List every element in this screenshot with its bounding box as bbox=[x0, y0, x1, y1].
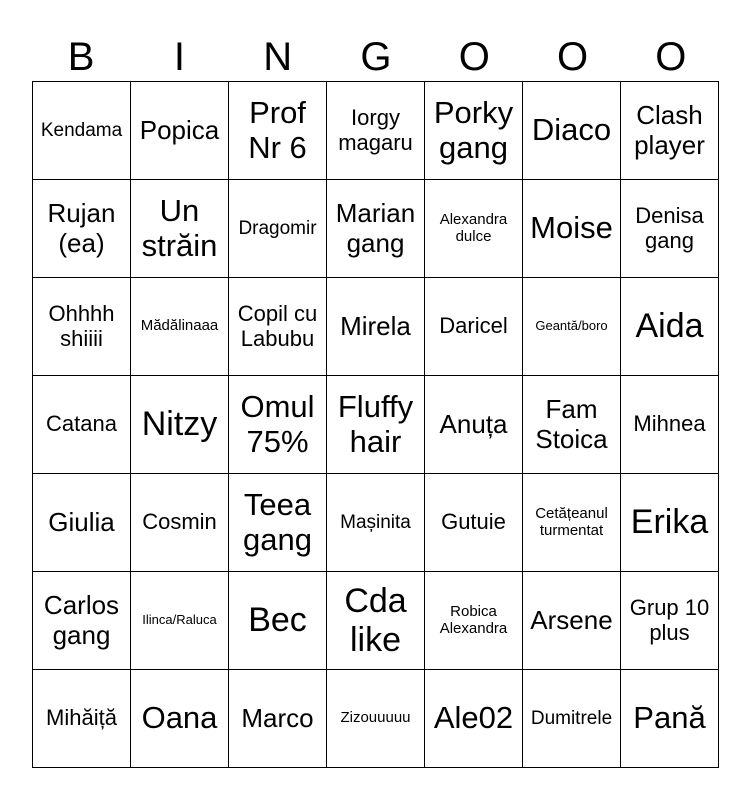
cell-text: Dumitrele bbox=[530, 707, 613, 729]
cell-text: Fluffy hair bbox=[337, 388, 414, 459]
bingo-cell[interactable] bbox=[229, 180, 327, 278]
cell-text: Oana bbox=[141, 700, 218, 736]
cell-text: Anuța bbox=[439, 408, 508, 439]
cell-text: Marco bbox=[241, 702, 314, 733]
cell-text: Pană bbox=[633, 700, 706, 736]
bingo-cell[interactable] bbox=[131, 180, 229, 278]
cell-text: Denisa gang bbox=[635, 202, 704, 253]
bingo-cell[interactable] bbox=[425, 572, 523, 670]
cell-text: Popica bbox=[139, 114, 220, 145]
cell-text: Arsene bbox=[530, 604, 613, 635]
cell-text: Un străin bbox=[141, 192, 218, 263]
cell-text: Diaco bbox=[531, 112, 612, 148]
bingo-cell[interactable] bbox=[425, 278, 523, 376]
header-letter: I bbox=[173, 35, 185, 79]
cell-text: Ohhhh shiiii bbox=[48, 300, 115, 351]
bingo-cell[interactable] bbox=[131, 82, 229, 180]
cell-text: Alexandra dulce bbox=[439, 210, 508, 245]
cell-text: Carlos gang bbox=[43, 590, 120, 650]
bingo-cell[interactable] bbox=[327, 82, 425, 180]
bingo-cell[interactable] bbox=[621, 474, 719, 572]
cell-text: Dragomir bbox=[238, 217, 317, 239]
bingo-cell[interactable] bbox=[131, 278, 229, 376]
bingo-cell[interactable] bbox=[621, 376, 719, 474]
cell-text: Omul 75% bbox=[240, 388, 315, 459]
bingo-cell[interactable] bbox=[131, 376, 229, 474]
bingo-cell[interactable] bbox=[229, 474, 327, 572]
bingo-cell[interactable] bbox=[33, 82, 131, 180]
cell-text: Giulia bbox=[48, 506, 115, 537]
cell-text: Iorgy magaru bbox=[338, 104, 413, 155]
bingo-cell[interactable] bbox=[621, 82, 719, 180]
cell-text: Robica Alexandra bbox=[439, 602, 508, 637]
cell-text: Cetățeanul turmentat bbox=[535, 504, 608, 539]
bingo-cell[interactable] bbox=[621, 670, 719, 768]
bingo-cell[interactable] bbox=[229, 278, 327, 376]
cell-text: Bec bbox=[248, 601, 307, 640]
cell-text: Cosmin bbox=[142, 509, 217, 535]
bingo-cell[interactable] bbox=[523, 376, 621, 474]
cell-text: Copil cu Labubu bbox=[237, 300, 318, 351]
header-letter: O bbox=[557, 35, 589, 79]
bingo-cell[interactable] bbox=[33, 474, 131, 572]
cell-text: Rujan (ea) bbox=[47, 198, 116, 258]
cell-text: Prof Nr 6 bbox=[248, 94, 307, 165]
bingo-cell[interactable] bbox=[425, 376, 523, 474]
bingo-cell[interactable] bbox=[621, 278, 719, 376]
bingo-cell[interactable] bbox=[425, 82, 523, 180]
bingo-cell[interactable] bbox=[229, 670, 327, 768]
cell-text: Kendama bbox=[40, 119, 123, 141]
header-letter: B bbox=[67, 35, 95, 79]
cell-text: Ilinca/Raluca bbox=[142, 612, 217, 628]
bingo-cell[interactable] bbox=[523, 82, 621, 180]
cell-text: Grup 10 plus bbox=[629, 594, 710, 645]
cell-text: Gutuie bbox=[441, 509, 506, 535]
cell-text: Nitzy bbox=[141, 405, 218, 444]
bingo-cell[interactable] bbox=[425, 180, 523, 278]
bingo-cell[interactable] bbox=[425, 474, 523, 572]
bingo-cell[interactable] bbox=[33, 572, 131, 670]
bingo-cell[interactable] bbox=[327, 376, 425, 474]
bingo-cell[interactable] bbox=[327, 670, 425, 768]
bingo-cell[interactable] bbox=[523, 572, 621, 670]
cell-text: Moise bbox=[530, 210, 613, 246]
bingo-cell[interactable] bbox=[523, 278, 621, 376]
cell-text: Cda like bbox=[344, 582, 407, 659]
cell-text: Mădălinaaa bbox=[140, 317, 219, 335]
cell-text: Aida bbox=[635, 307, 704, 346]
bingo-cell[interactable] bbox=[523, 474, 621, 572]
bingo-cell[interactable] bbox=[131, 670, 229, 768]
bingo-cell[interactable] bbox=[33, 278, 131, 376]
bingo-cell[interactable] bbox=[327, 278, 425, 376]
header-letter: N bbox=[263, 35, 293, 79]
bingo-cell[interactable] bbox=[621, 572, 719, 670]
cell-text: Marian gang bbox=[335, 198, 416, 258]
bingo-cell[interactable] bbox=[131, 474, 229, 572]
cell-text: Geantă/boro bbox=[535, 318, 608, 334]
cell-text: Ale02 bbox=[433, 700, 514, 736]
cell-text: Mirela bbox=[340, 310, 411, 341]
bingo-cell[interactable] bbox=[229, 572, 327, 670]
bingo-cell[interactable] bbox=[327, 572, 425, 670]
cell-text: Mihnea bbox=[633, 411, 706, 437]
bingo-cell[interactable] bbox=[229, 376, 327, 474]
cell-text: Catana bbox=[46, 411, 117, 437]
bingo-cell[interactable] bbox=[327, 474, 425, 572]
bingo-cell[interactable] bbox=[229, 82, 327, 180]
header-letter: G bbox=[360, 35, 392, 79]
cell-text: Daricel bbox=[439, 313, 508, 339]
cell-text: Teea gang bbox=[243, 486, 312, 557]
bingo-cell[interactable] bbox=[523, 180, 621, 278]
cell-text: Porky gang bbox=[433, 94, 514, 165]
bingo-cell[interactable] bbox=[33, 670, 131, 768]
bingo-cell[interactable] bbox=[327, 180, 425, 278]
cell-text: Fam Stoica bbox=[535, 394, 608, 454]
bingo-grid bbox=[32, 81, 719, 768]
bingo-cell[interactable] bbox=[33, 376, 131, 474]
bingo-header bbox=[32, 34, 720, 80]
header-letter: O bbox=[458, 35, 490, 79]
bingo-cell[interactable] bbox=[131, 572, 229, 670]
cell-text: Erika bbox=[630, 503, 709, 542]
bingo-cell[interactable] bbox=[523, 670, 621, 768]
cell-text: Mașinita bbox=[340, 511, 411, 533]
cell-text: Zizouuuuu bbox=[340, 709, 411, 727]
header-letter: O bbox=[655, 35, 687, 79]
cell-text: Mihăiță bbox=[46, 705, 117, 731]
cell-text: Clash player bbox=[634, 100, 705, 160]
bingo-cell[interactable] bbox=[621, 180, 719, 278]
bingo-cell[interactable] bbox=[425, 670, 523, 768]
bingo-cell[interactable] bbox=[33, 180, 131, 278]
